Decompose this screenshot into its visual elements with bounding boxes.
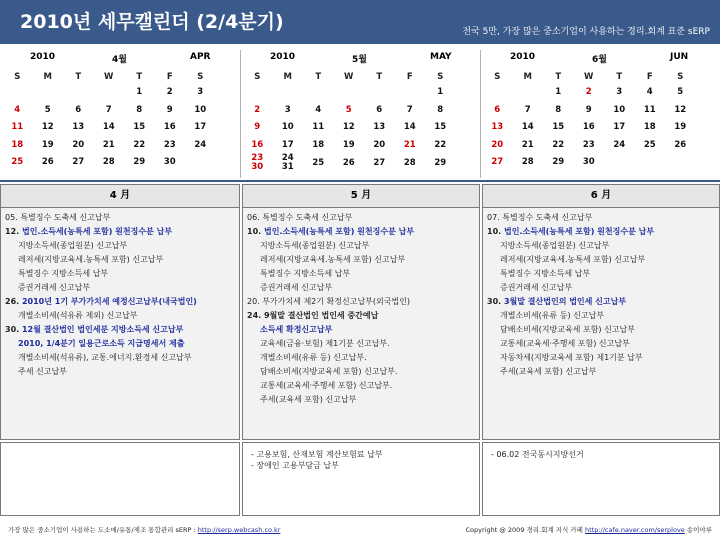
week-row	[482, 137, 696, 155]
schedule-item: 개별소비세(유류 등) 신고납부	[500, 311, 605, 320]
schedule-item: 교육세(금융·보험) 제1기분 신고납부.	[260, 339, 390, 348]
day-cell: 22	[552, 139, 565, 150]
schedule-day: 30.	[5, 325, 22, 334]
schedule-item	[5, 225, 239, 239]
day-cell: 25	[643, 139, 656, 150]
schedule-item	[247, 225, 479, 239]
day-cell: 23	[582, 139, 595, 150]
schedule-item: 06. 특별징수 도축세 신고납부	[247, 213, 353, 222]
day-cell	[482, 84, 513, 102]
week-row	[2, 137, 216, 155]
schedule-text: 2010년 1기 부가가치세 예정신고납부(내국법인)	[21, 297, 197, 306]
day-cell	[635, 154, 666, 172]
weekday-label: S	[677, 71, 684, 82]
footer-left-text: 가장 많은 중소기업이 사용하는 도소매/유통/제조 통합관리 sERP :	[8, 526, 198, 534]
calendar-month-kr: 5월	[352, 55, 367, 65]
schedule-item: 교통세(교육세·주행세 포함) 신고납부.	[260, 381, 393, 390]
schedule-text: 12월 결산법인 법인세분 지방소득세 신고납부	[21, 325, 184, 334]
day-cell: 28	[403, 157, 416, 168]
day-cell: 24	[194, 139, 207, 150]
week-row	[242, 84, 456, 102]
day-cell: 10	[194, 104, 207, 115]
day-cell: 29	[133, 157, 146, 168]
calendar-3	[480, 50, 720, 178]
month-panel-title: 5 月	[243, 185, 479, 208]
schedule-item: 특별징수 지방소득세 납부	[18, 269, 109, 278]
day-cell: 16	[582, 122, 595, 133]
day-cell: 8	[136, 104, 143, 115]
day-cell: 6	[494, 104, 501, 115]
day-cell: 24 31	[281, 153, 294, 172]
calendar-year: 2010	[30, 52, 56, 62]
day-cell: 5	[677, 87, 684, 98]
weekday-label: W	[344, 71, 354, 82]
schedule-day: 10.	[487, 227, 504, 236]
calendar-divider	[480, 50, 481, 178]
day-cell: 10	[613, 104, 626, 115]
schedule-item: 소득세 확정신고납부	[260, 325, 333, 334]
day-cell: 4	[14, 104, 21, 115]
weekday-label: T	[315, 71, 322, 82]
schedule-item: 05. 특별징수 도축세 신고납부	[5, 213, 111, 222]
calendar-month-kr: 6월	[592, 55, 607, 65]
day-cell: 9	[585, 104, 592, 115]
weekday-label: T	[136, 71, 143, 82]
day-cell: 27	[72, 157, 85, 168]
day-cell: 29	[552, 157, 565, 168]
day-cell	[334, 84, 365, 102]
weekday-label: T	[616, 71, 623, 82]
weekday-label: M	[43, 71, 52, 82]
schedule-item: 주세(교육세 포함) 신고납부	[500, 367, 597, 376]
footer-right	[466, 525, 713, 534]
day-cell	[604, 154, 635, 172]
day-cell: 12	[674, 104, 687, 115]
schedule-item: 지방소득세(종업원분) 신고납부	[18, 241, 128, 250]
page-subtitle: 전국 5만, 가장 많은 중소기업이 사용하는 경리.회계 표준 sERP	[462, 27, 710, 37]
section-divider	[0, 180, 720, 182]
schedule-item	[487, 295, 719, 309]
day-cell: 12	[342, 122, 355, 133]
month-panel-title: 4 月	[1, 185, 239, 208]
schedule-item: 레저세(지방교육세.농특세 포함) 신고납부	[500, 255, 646, 264]
day-cell	[63, 84, 94, 102]
day-cell: 7	[406, 104, 413, 115]
calendar-month-kr: 4월	[112, 55, 127, 65]
day-cell: 6	[376, 104, 383, 115]
calendar-month-en: JUN	[670, 52, 689, 62]
day-cell: 20	[72, 139, 85, 150]
week-row	[242, 119, 456, 137]
day-cell	[513, 84, 544, 102]
schedule-item: 담배소비세(지방교육세 포함) 신고납부.	[260, 367, 398, 376]
note-line: - 장애인 고용부담금 납부	[251, 461, 339, 470]
month-panel-4	[0, 184, 240, 440]
schedule-list	[243, 208, 479, 407]
day-cell: 15	[552, 122, 565, 133]
day-cell	[395, 84, 426, 102]
calendar-grid	[2, 70, 216, 172]
day-cell	[242, 84, 273, 102]
schedule-item: 교통세(교육세·주행세 포함) 신고납부	[500, 339, 630, 348]
day-cell: 22	[434, 139, 447, 150]
day-cell: 23	[163, 139, 176, 150]
schedule-item: 개별소비세(유류 등) 신고납부.	[260, 353, 367, 362]
schedule-item: 레저세(지방교육세.농특세 포함) 신고납부	[260, 255, 406, 264]
page-title: 2010년 세무캘린더 (2/4분기)	[20, 11, 284, 33]
day-cell: 6	[75, 104, 82, 115]
day-cell: 3	[284, 104, 291, 115]
schedule-item: 지방소득세(종업원분) 신고납부	[500, 241, 610, 250]
day-cell	[2, 84, 33, 102]
day-cell: 27	[373, 157, 386, 168]
month-panel-5	[242, 184, 480, 440]
day-cell	[665, 154, 696, 172]
calendar-header	[240, 52, 480, 66]
weekday-label: T	[75, 71, 82, 82]
schedule-item: 지방소득세(종업원분) 신고납부	[260, 241, 370, 250]
schedule-text: 법인.소득세(농특세 포함) 원천징수분 납부	[263, 227, 415, 236]
day-cell	[33, 84, 64, 102]
weekday-label: F	[406, 71, 413, 82]
weekday-label: F	[646, 71, 653, 82]
day-cell: 17	[281, 139, 294, 150]
day-cell: 9	[166, 104, 173, 115]
day-cell: 14	[403, 122, 416, 133]
schedule-item	[5, 323, 239, 337]
day-cell: 13	[72, 122, 85, 133]
schedule-item: 증권거래세 신고납부	[500, 283, 573, 292]
day-cell: 11	[643, 104, 656, 115]
calendar-2	[240, 50, 480, 178]
schedule-item: 20. 부가가치세 제2기 확정신고납부(외국법인)	[247, 297, 411, 306]
weekday-label: S	[14, 71, 21, 82]
month-note-5	[242, 442, 480, 516]
day-cell: 19	[674, 122, 687, 133]
day-cell: 10	[281, 122, 294, 133]
day-cell: 5	[44, 104, 51, 115]
schedule-text: 법인.소득세(농특세 포함) 원천징수분 납부	[21, 227, 173, 236]
day-cell: 7	[105, 104, 112, 115]
calendar-year: 2010	[270, 52, 296, 62]
day-cell: 1	[437, 87, 444, 98]
schedule-text: 법인.소득세(농특세 포함) 원천징수분 납부	[503, 227, 655, 236]
week-row	[482, 154, 696, 172]
serp-link[interactable]: http://serp.webcash.co.kr	[197, 526, 281, 534]
weekday-label: T	[376, 71, 383, 82]
schedule-day: 26.	[5, 297, 22, 306]
day-cell: 19	[41, 139, 54, 150]
day-cell: 17	[613, 122, 626, 133]
weekday-label: S	[494, 71, 501, 82]
week-row	[242, 137, 456, 155]
day-cell	[303, 84, 334, 102]
schedule-item: 개별소비세(석유류), 교통.에너지.환경세 신고납부	[18, 353, 192, 362]
calendar-header	[480, 52, 720, 66]
calendar-grid	[242, 70, 456, 172]
schedule-item: 특별징수 지방소득세 납부	[500, 269, 591, 278]
day-cell: 18	[312, 139, 325, 150]
schedule-item: 07. 특별징수 도축세 신고납부	[487, 213, 593, 222]
day-cell: 19	[342, 139, 355, 150]
weekday-label: T	[555, 71, 562, 82]
month-note-4	[0, 442, 240, 516]
day-cell	[273, 84, 304, 102]
day-cell: 28	[521, 157, 534, 168]
footer-author: 송이야루	[684, 526, 712, 534]
day-cell: 20	[491, 139, 504, 150]
day-cell: 18	[643, 122, 656, 133]
day-cell: 26	[342, 157, 355, 168]
calendar-month-en: APR	[190, 52, 211, 62]
footer-left	[8, 525, 280, 534]
schedule-item: 주세 신고납부	[18, 367, 67, 376]
day-cell: 16	[251, 139, 264, 150]
day-cell: 21	[403, 139, 416, 150]
weekday-label: S	[437, 71, 444, 82]
week-row	[2, 154, 216, 172]
calendar-month-en: MAY	[430, 52, 452, 62]
schedule-item: 레저세(지방교육세.농특세 포함) 신고납부	[18, 255, 164, 264]
footer-right-text: Copyright @ 2009 경리.회계 지식 카페	[465, 526, 585, 534]
weekday-label: S	[254, 71, 261, 82]
day-cell: 29	[434, 157, 447, 168]
day-cell: 7	[524, 104, 531, 115]
schedule-item	[5, 295, 239, 309]
weekday-label: F	[166, 71, 173, 82]
weekday-label: S	[197, 71, 204, 82]
day-cell: 13	[491, 122, 504, 133]
schedule-list	[1, 208, 239, 379]
day-cell: 15	[434, 122, 447, 133]
weekday-label: W	[104, 71, 114, 82]
week-row	[2, 102, 216, 120]
day-cell: 28	[102, 157, 115, 168]
week-row	[2, 119, 216, 137]
calendar-divider	[240, 50, 241, 178]
day-cell: 26	[41, 157, 54, 168]
cafe-link[interactable]: http://cafe.naver.com/serplove	[585, 526, 685, 534]
schedule-day: 30.	[487, 297, 504, 306]
day-cell: 21	[521, 139, 534, 150]
day-cell: 13	[373, 122, 386, 133]
day-cell: 9	[254, 122, 261, 133]
month-panel-title: 6 月	[483, 185, 719, 208]
schedule-item: 증권거래세 신고납부	[260, 283, 333, 292]
day-cell: 12	[41, 122, 54, 133]
week-row	[482, 84, 696, 102]
day-cell: 8	[555, 104, 562, 115]
day-cell: 4	[646, 87, 653, 98]
day-cell: 25	[11, 157, 24, 168]
day-cell: 3	[197, 87, 204, 98]
schedule-item: 담배소비세(지방교육세 포함) 신고납부	[500, 325, 635, 334]
schedule-item: 개별소비세(석유류 제외) 신고납부	[18, 311, 138, 320]
calendar-year: 2010	[510, 52, 536, 62]
schedule-item: 24. 9월말 결산법인 법인세 중간예납	[247, 311, 379, 320]
weekday-row	[2, 70, 216, 84]
note-line: - 고용보험, 산재보험 계산보험료 납부	[251, 450, 383, 459]
day-cell: 20	[373, 139, 386, 150]
day-cell: 21	[102, 139, 115, 150]
schedule-item: 주세(교육세 포함) 신고납부	[260, 395, 357, 404]
calendar-1	[0, 50, 240, 178]
weekday-row	[482, 70, 696, 84]
day-cell: 2	[166, 87, 173, 98]
day-cell: 8	[437, 104, 444, 115]
schedule-list	[483, 208, 719, 379]
week-row	[2, 84, 216, 102]
day-cell: 3	[616, 87, 623, 98]
weekday-label: W	[584, 71, 594, 82]
day-cell: 25	[312, 157, 325, 168]
schedule-item: 증권거래세 신고납부	[18, 283, 91, 292]
day-cell: 22	[133, 139, 146, 150]
month-panel-6	[482, 184, 720, 440]
day-cell: 30	[582, 157, 595, 168]
schedule-day: 12.	[5, 227, 22, 236]
day-cell: 1	[555, 87, 562, 98]
day-cell	[94, 84, 125, 102]
day-cell: 17	[194, 122, 207, 133]
day-cell: 1	[136, 87, 143, 98]
day-cell: 27	[491, 157, 504, 168]
week-row	[482, 119, 696, 137]
week-row	[242, 102, 456, 120]
day-cell: 2	[585, 87, 592, 98]
schedule-item	[487, 225, 719, 239]
month-note-6	[482, 442, 720, 516]
day-cell: 11	[11, 122, 24, 133]
day-cell: 15	[133, 122, 146, 133]
calendar-header	[0, 52, 240, 66]
day-cell: 14	[102, 122, 115, 133]
week-row	[482, 102, 696, 120]
header-banner	[0, 0, 720, 44]
day-cell: 16	[163, 122, 176, 133]
weekday-label: M	[523, 71, 532, 82]
day-cell: 4	[315, 104, 322, 115]
day-cell: 26	[674, 139, 687, 150]
day-cell: 14	[521, 122, 534, 133]
weekday-label: M	[283, 71, 292, 82]
weekday-row	[242, 70, 456, 84]
schedule-day: 10.	[247, 227, 264, 236]
day-cell	[185, 154, 216, 172]
note-line: - 06.02 전국동시지방선거	[491, 450, 584, 459]
day-cell: 18	[11, 139, 24, 150]
day-cell	[364, 84, 395, 102]
schedule-item: 특별징수 지방소득세 납부	[260, 269, 351, 278]
day-cell: 11	[312, 122, 325, 133]
day-cell: 30	[163, 157, 176, 168]
week-row	[242, 154, 456, 172]
day-cell: 5	[345, 104, 352, 115]
schedule-item: 자동차세(지방교육세 포함) 제1기분 납부	[500, 353, 643, 362]
day-cell: 2	[254, 104, 261, 115]
schedule-item: 2010, 1/4분기 일용근로소득 지급명세서 제출	[18, 339, 185, 348]
schedule-text: 3월말 결산법인의 법인세 신고납부	[503, 297, 627, 306]
day-cell: 24	[613, 139, 626, 150]
day-cell: 23 30	[251, 153, 264, 172]
calendar-grid	[482, 70, 696, 172]
